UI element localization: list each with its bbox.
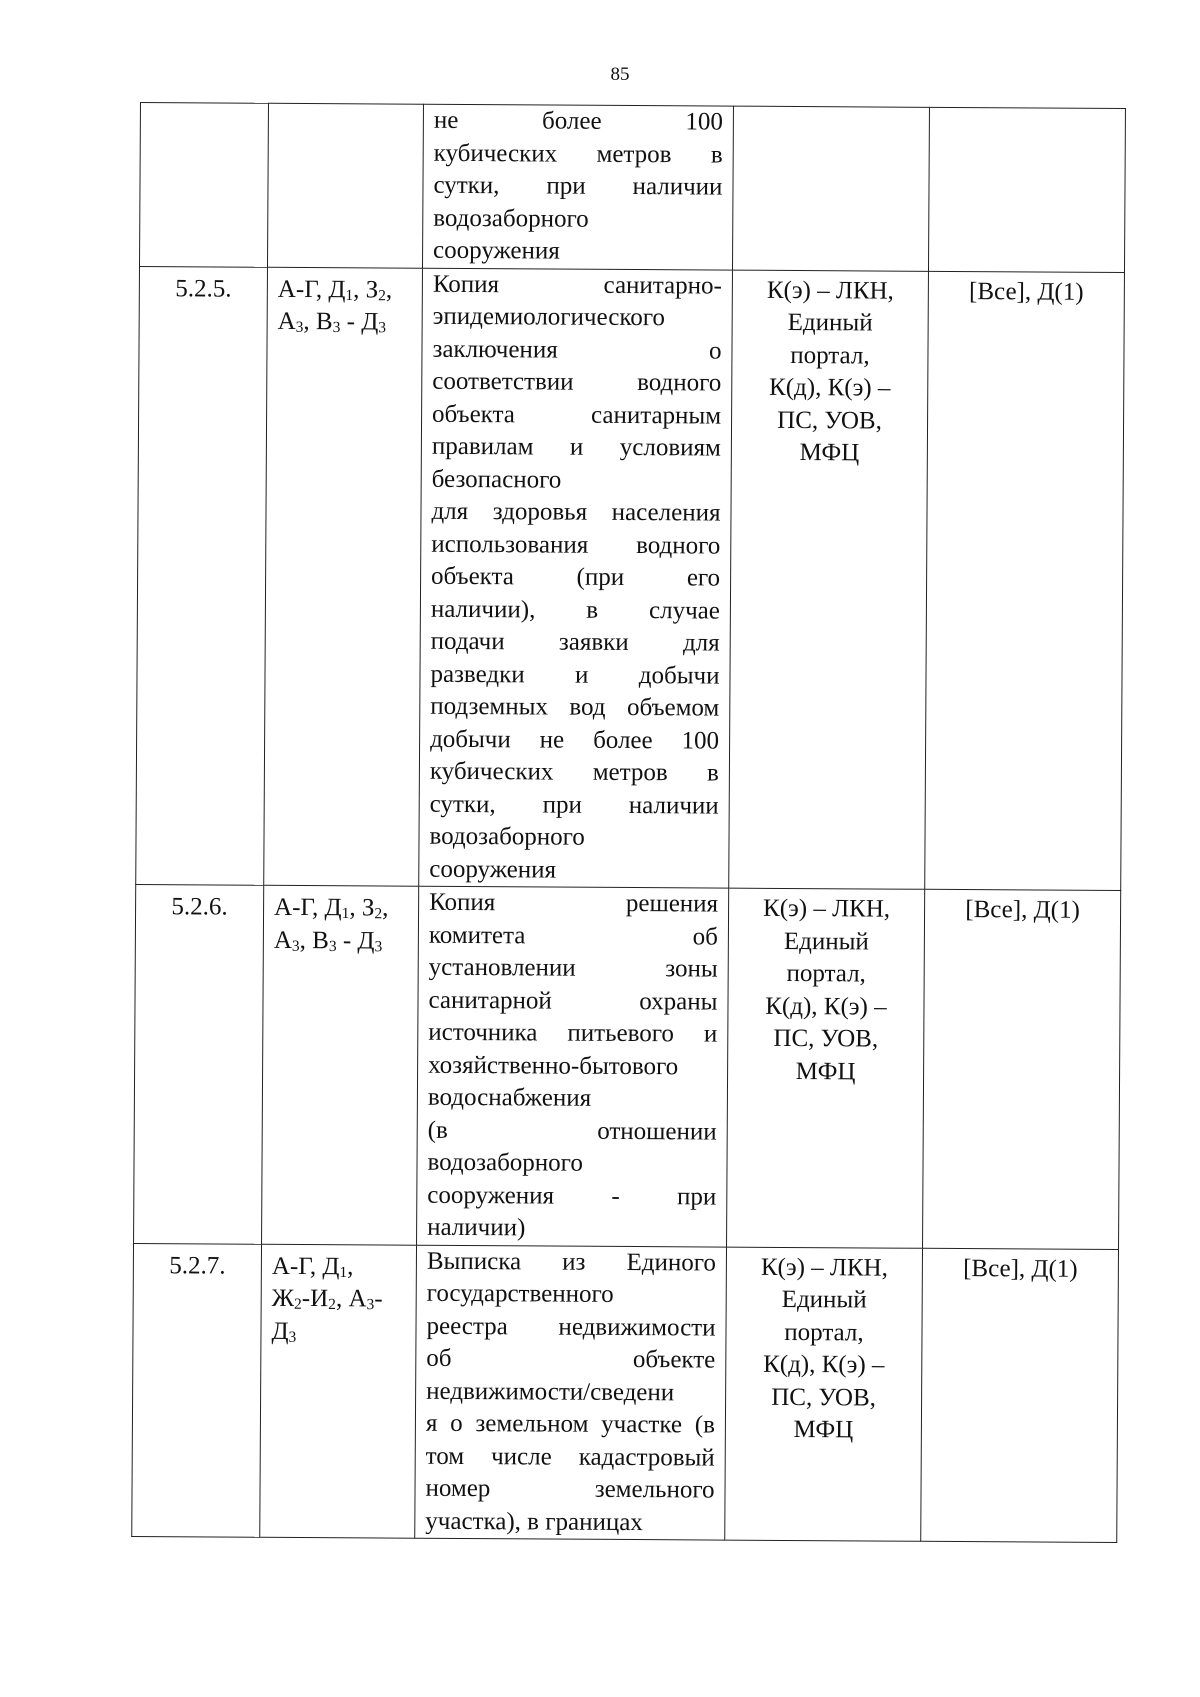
- table-row: [136, 266, 1125, 891]
- row-number-cell: 5.2.7.: [132, 1243, 262, 1537]
- applicant-codes-cell: [264, 267, 423, 886]
- cell-text-line: недвижимости/сведени: [426, 1377, 675, 1406]
- documents-table-body: [132, 103, 1126, 1543]
- cell-text-line: объекта санитарным: [432, 400, 722, 430]
- row-number-cell: 5.2.6.: [134, 884, 264, 1243]
- cell-text-line: К(д), К(э) –: [768, 373, 891, 402]
- table-row: [139, 103, 1125, 273]
- cell-text-line: кубических метров в: [429, 757, 719, 787]
- cell-text-line: А-Г, $Д_1$,: [271, 1252, 354, 1281]
- documents-table: [131, 102, 1126, 1543]
- recipients-cell: [928, 107, 1125, 272]
- cell-text-line: сооружения: [429, 855, 557, 884]
- cell-text-line: Единый: [781, 1285, 867, 1314]
- cell-text-line: К(э) – ЛКН,: [766, 276, 894, 305]
- cell-text-line: сооружения: [433, 236, 560, 265]
- table-row: [134, 884, 1121, 1249]
- cell-text-line: подачи заявки для: [430, 627, 720, 657]
- submission-channels-cell: [729, 270, 929, 890]
- cell-text-line: не более 100: [433, 106, 723, 136]
- cell-text-line: том числе кадастровый: [425, 1442, 715, 1472]
- cell-text-line: портал,: [790, 341, 870, 369]
- cell-text-line: $Ж_2-И_2$, $А_3-$: [271, 1284, 383, 1314]
- submission-channels-cell: [732, 106, 929, 271]
- cell-text-line: портал,: [786, 959, 866, 988]
- cell-text-line: $А_3$, $В_3 - Д_3$: [277, 307, 387, 337]
- cell-text-line: сутки, при наличии: [429, 790, 719, 820]
- cell-text-line: водозаборного: [429, 822, 585, 851]
- cell-text-line: сооружения - при: [427, 1181, 717, 1211]
- cell-text-line: безопасного: [431, 465, 562, 494]
- cell-text-line: правилам и условиям: [431, 432, 721, 462]
- cell-text-line: К(д), К(э) –: [765, 992, 887, 1021]
- cell-text-line: Единый: [783, 927, 869, 955]
- cell-text-line: К(э) – ЛКН,: [763, 894, 891, 923]
- cell-text-line: добычи не более 100: [430, 725, 720, 755]
- cell-text-line: объекта (при его: [431, 562, 721, 592]
- cell-text-line: К(э) – ЛКН,: [760, 1253, 888, 1282]
- row-number-cell: [139, 103, 268, 267]
- cell-text-line: об объекте: [426, 1344, 716, 1374]
- applicant-codes-cell: [262, 885, 419, 1244]
- cell-text-line: сутки, при наличии: [433, 171, 723, 201]
- cell-text-line: эпидемиологического: [432, 302, 665, 332]
- applicant-codes-cell: [260, 1244, 417, 1538]
- document-description-cell: [422, 104, 733, 269]
- page-number: 85: [610, 64, 630, 85]
- cell-text-line: источника питьевого и: [428, 1018, 718, 1048]
- cell-text-line: Выписка из Единого: [426, 1247, 717, 1277]
- cell-text-line: кубических метров в: [433, 139, 723, 169]
- cell-text-line: ПС, УОВ,: [773, 1024, 879, 1053]
- cell-text-line: Копия санитарно-: [432, 270, 722, 300]
- cell-text-line: МФЦ: [793, 1416, 854, 1444]
- document-description-cell: [415, 1245, 727, 1540]
- row-number-cell: 5.2.5.: [136, 266, 268, 885]
- cell-text-line: санитарной охраны: [428, 986, 718, 1016]
- cell-text-line: А-Г, $Д_1$, $З_2$,: [274, 893, 389, 923]
- cell-text-line: ПС, УОВ,: [771, 1383, 877, 1412]
- cell-text-line: наличии), в случае: [430, 595, 720, 625]
- submission-channels-cell: [725, 1247, 923, 1542]
- cell-text-line: А-Г, $Д_1$, $З_2$,: [277, 275, 393, 304]
- cell-text-line: комитета об: [428, 921, 718, 951]
- cell-text-line: заключения о: [432, 335, 722, 365]
- cell-text-line: $Д_3$: [271, 1317, 297, 1346]
- cell-text-line: Единый: [787, 308, 873, 337]
- recipients-cell: [Все], Д(1): [923, 889, 1121, 1249]
- cell-text-line: водозаборного: [433, 204, 589, 233]
- cell-text-line: Копия решения: [429, 888, 719, 918]
- cell-text-line: водозаборного: [427, 1148, 583, 1177]
- cell-text-line: соответствии водного: [432, 367, 722, 397]
- cell-text-line: $А_3$, $В_3 - Д_3$: [273, 926, 383, 955]
- cell-text-line: реестра недвижимости: [426, 1312, 716, 1342]
- recipients-cell: [Все], Д(1): [925, 271, 1125, 891]
- cell-text-line: разведки и добычи: [430, 660, 720, 690]
- cell-text-line: подземных вод объемом: [430, 692, 720, 722]
- cell-text-line: я о земельном участке (в: [425, 1409, 716, 1439]
- applicant-codes-cell: [267, 103, 423, 267]
- table-row: [132, 1243, 1119, 1543]
- recipients-cell: [Все], Д(1): [921, 1248, 1119, 1543]
- cell-text-line: государственного: [426, 1279, 614, 1308]
- document-description-cell: [419, 268, 733, 888]
- cell-text-line: участка), в границах: [425, 1507, 643, 1536]
- cell-text-line: номер земельного: [425, 1474, 715, 1504]
- cell-text-line: (в отношении: [427, 1116, 717, 1146]
- cell-text-line: использования водного: [431, 530, 721, 560]
- submission-channels-cell: [727, 888, 925, 1248]
- cell-text-line: установлении зоны: [428, 953, 718, 983]
- cell-text-line: для здоровья населения: [431, 497, 721, 527]
- cell-text-line: хозяйственно-бытового: [428, 1051, 679, 1080]
- cell-text-line: ПС, УОВ,: [777, 406, 882, 435]
- cell-text-line: К(д), К(э) –: [763, 1350, 885, 1379]
- cell-text-line: водоснабжения: [427, 1083, 592, 1112]
- cell-text-line: наличии): [427, 1213, 526, 1242]
- document-description-cell: [417, 886, 729, 1246]
- cell-text-line: МФЦ: [795, 1057, 856, 1085]
- cell-text-line: МФЦ: [799, 439, 860, 467]
- cell-text-line: портал,: [784, 1318, 864, 1346]
